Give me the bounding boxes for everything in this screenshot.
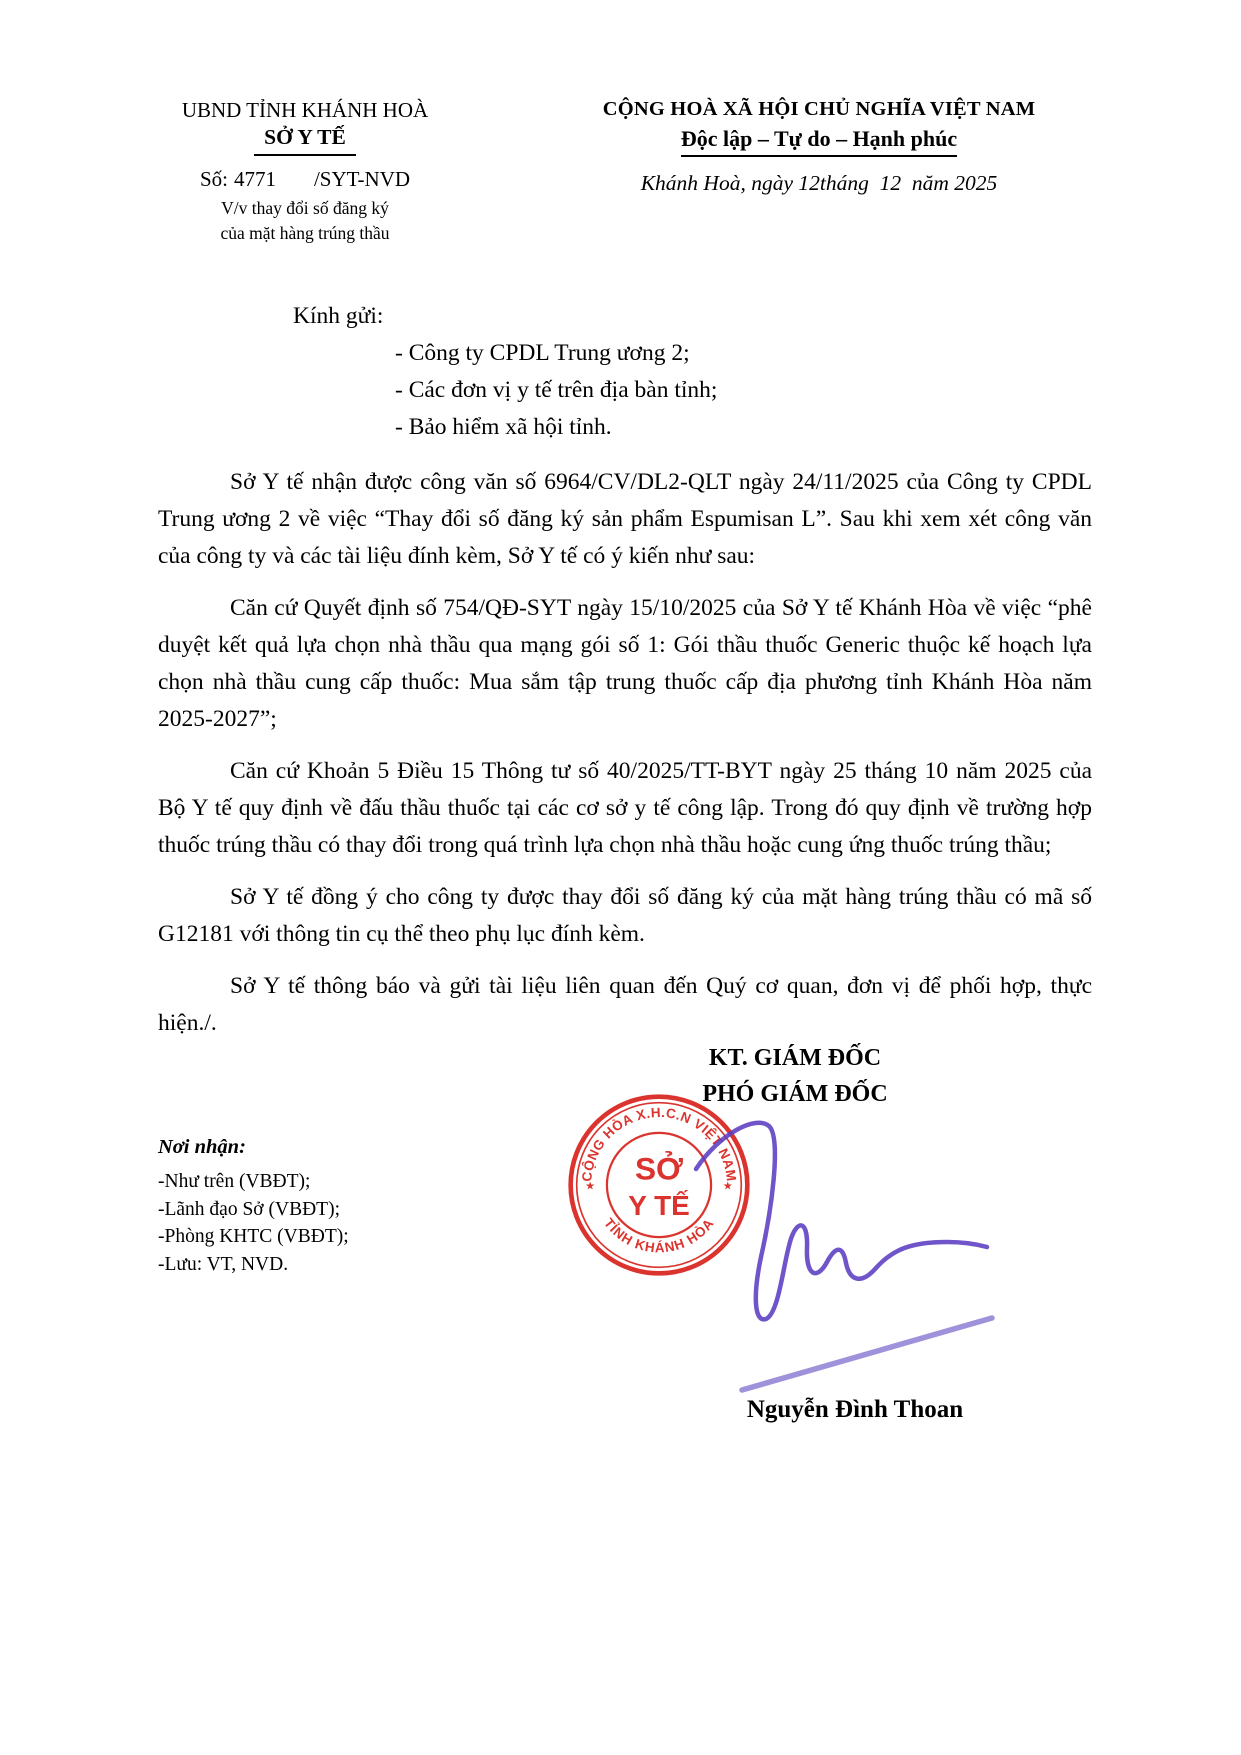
body-paragraph: Căn cứ Quyết định số 754/QĐ-SYT ngày 15/10/2025 của Sở Y tế Khánh Hòa về việc “phê duyệt kết quả lựa chọn nhà thầu qua mạng gói số 1: Gói thầu thuốc Generic thuộc kế hoạch lựa chọn nhà thầu cung cấp thuốc: Mua sắm tập trung thuốc cấp địa phương tỉnh Khánh Hòa năm 2025-2027”; [158, 595, 1092, 732]
agency-name: SỞ Y TẾ [254, 124, 356, 156]
distribution-item: -Phòng KHTC (VBĐT); [158, 1226, 349, 1247]
national-motto: Độc lập – Tự do – Hạnh phúc [681, 125, 957, 157]
distribution-label: Nơi nhận: [158, 1136, 246, 1158]
document-number: 4771 [233, 167, 276, 191]
document-number-label: Số: [199, 167, 228, 191]
seal-star-left: ★ [585, 1180, 596, 1193]
distribution-item: -Lãnh đạo Sở (VBĐT); [158, 1198, 340, 1220]
salutation: Kính gửi: [293, 303, 384, 329]
subject-line-2: của mặt hàng trúng thầu [220, 223, 390, 243]
signer-title-1: KT. GIÁM ĐỐC [708, 1045, 882, 1071]
body-paragraph: Sở Y tế đồng ý cho công ty được thay đổi số đăng ký của mặt hàng trúng thầu có mã số G12181 với thông tin cụ thể theo phụ lục đính kèm. [158, 884, 1092, 947]
body-paragraph: Sở Y tế thông báo và gửi tài liệu liên quan đến Quý cơ quan, đơn vị để phối hợp, thực hiện./. [158, 973, 1092, 1036]
distribution-item: -Như trên (VBĐT); [158, 1171, 311, 1192]
national-header-block [536, 96, 1102, 196]
place-date-line: Khánh Hoà, ngày 12tháng 12 năm 2025 [640, 171, 998, 195]
issuing-agency-block [130, 96, 480, 246]
handwritten-signature [650, 1085, 1030, 1415]
signer-name: Nguyễn Đình Thoan [746, 1396, 964, 1423]
document-subject [130, 196, 480, 246]
parent-agency: UBND TỈNH KHÁNH HOÀ [181, 98, 429, 122]
distribution-item: -Lưu: VT, NVD. [158, 1253, 289, 1275]
seal-center-line1: SỞ [634, 1150, 684, 1187]
recipient-list [395, 335, 717, 446]
recipient-item: - Các đơn vị y tế trên địa bàn tỉnh; [395, 377, 718, 403]
body-paragraph: Sở Y tế nhận được công văn số 6964/CV/DL2-QLT ngày 24/11/2025 của Công ty CPDL Trung ương 2 về việc “Thay đổi số đăng ký sản phẩm Espumisan L”. Sau khi xem xét công văn của công ty và các tài liệu đính kèm, Sở Y tế có ý kiến như sau: [158, 469, 1092, 569]
document-number-suffix: /SYT-NVD [313, 167, 411, 191]
document-number-line [130, 165, 480, 193]
seal-center-line2: Y TẾ [628, 1189, 690, 1221]
seal-top-text: CỘNG HÒA X.H.C.N VIỆT NAM [579, 1104, 739, 1183]
recipients-block [293, 298, 717, 446]
signer-title-2: PHÓ GIÁM ĐỐC [702, 1081, 888, 1107]
national-title: CỘNG HOÀ XÃ HỘI CHỦ NGHĨA VIỆT NAM [602, 98, 1036, 120]
distribution-block [158, 1132, 349, 1278]
recipient-item: - Bảo hiểm xã hội tỉnh. [395, 414, 612, 440]
recipient-item: - Công ty CPDL Trung ương 2; [395, 340, 690, 366]
letter-body [158, 464, 1092, 1057]
subject-line-1: V/v thay đổi số đăng ký [221, 198, 389, 218]
body-paragraph: Căn cứ Khoản 5 Điều 15 Thông tư số 40/2025/TT-BYT ngày 25 tháng 10 năm 2025 của Bộ Y tế quy định về đấu thầu thuốc tại các cơ sở y tế công lập. Trong đó quy định về trường hợp thuốc trúng thầu có thay đổi trong quá trình lựa chọn nhà thầu hoặc cung ứng thuốc trúng thầu; [158, 758, 1092, 858]
seal-bottom-text: TỈNH KHÁNH HÒA [600, 1215, 718, 1256]
seal-star-right: ★ [722, 1180, 733, 1193]
